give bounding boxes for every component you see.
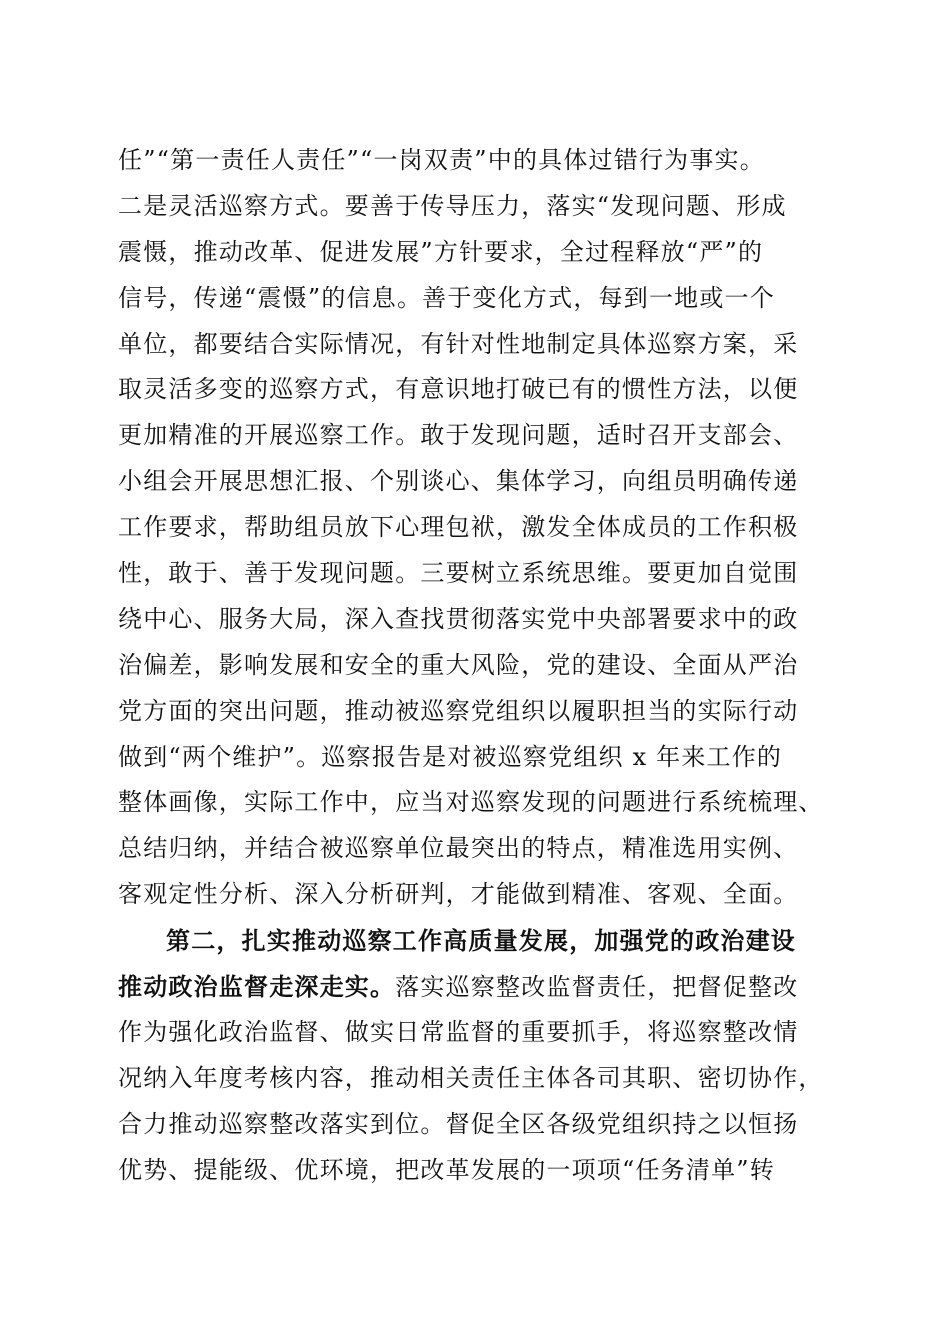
- body-text: [118, 138, 848, 1193]
- text-line: 治偏差，影响发展和安全的重大风险，党的建设、全面从严治: [118, 650, 799, 679]
- text-line: 取灵活多变的巡察方式，有意识地打破已有的惯性方法，以便: [118, 375, 799, 404]
- text-line: 工作要求，帮助组员放下心理包袱，激发全体成员的工作积极: [118, 513, 799, 542]
- text-line: 况纳入年度考核内容，推动相关责任主体各司其职、密切协作，: [118, 1063, 824, 1092]
- text-line: 性，敢于、善于发现问题。三要树立系统思维。要更加自觉围: [118, 559, 799, 588]
- text-run: 落实巡察整改监督责任，把督促整改: [395, 973, 799, 1002]
- section-heading-line: 第二，扎实推动巡察工作高质量发展，加强党的政治建设: [166, 926, 796, 956]
- text-line: [118, 964, 848, 1010]
- text-line: 信号，传递“震慑”的信息。善于变化方式，每到一地或一个: [118, 283, 775, 312]
- text-line: 做到“两个维护”。巡察报告是对被巡察党组织 x 年来工作的: [118, 742, 783, 771]
- text-line: 绕中心、服务大局，深入查找贯彻落实党中央部署要求中的政: [118, 604, 799, 633]
- text-line: 作为强化政治监督、做实日常监督的重要抓手，将巡察整改情: [118, 1017, 799, 1046]
- text-line: 震慑，推动改革、促进发展”方针要求，全过程释放“严”的: [118, 237, 764, 266]
- text-line: 党方面的突出问题，推动被巡察党组织以履职担当的实际行动: [118, 696, 799, 725]
- text-line: 总结归纳，并结合被巡察单位最突出的特点，精准选用实例、: [118, 834, 799, 863]
- section-heading-tail: 推动政治监督走深走实。: [118, 972, 396, 1002]
- text-line: 更加精准的开展巡察工作。敢于发现问题，适时召开支部会、: [118, 421, 799, 450]
- text-line: 任”“第一责任人责任”“一岗双责”中的具体过错行为事实。: [118, 146, 765, 174]
- text-line: 小组会开展思想汇报、个别谈心、集体学习，向组员明确传递: [118, 467, 799, 496]
- text-line: 单位，都要结合实际情况，有针对性地制定具体巡察方案，采: [118, 329, 799, 358]
- text-line: 优势、提能级、优环境，把改革发展的一项项“任务清单”转: [118, 1155, 775, 1184]
- text-line: 整体画像，实际工作中，应当对巡察发现的问题进行系统梳理、: [118, 788, 824, 817]
- text-line: 二是灵活巡察方式。要善于传导压力，落实“发现问题、形成: [118, 191, 787, 220]
- text-line: 客观定性分析、深入分析研判，才能做到精准、客观、全面。: [118, 880, 799, 909]
- text-line: 合力推动巡察整改落实到位。督促全区各级党组织持之以恒扬: [118, 1109, 799, 1138]
